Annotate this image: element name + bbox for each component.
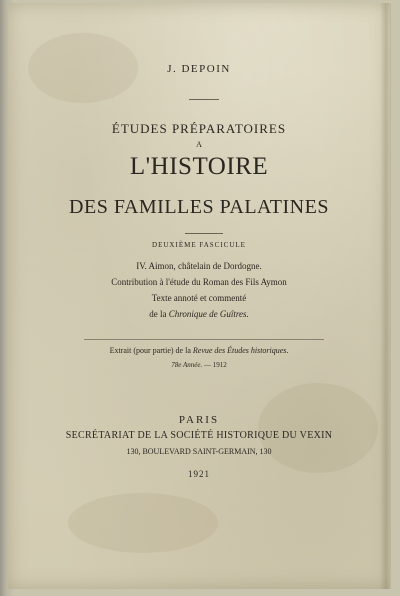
contents-line: IV. Aimon, châtelain de Dordogne.	[136, 261, 262, 271]
contents-line: Texte annoté et commenté	[151, 293, 247, 303]
paper-stain	[68, 493, 218, 553]
divider-rule	[189, 99, 219, 100]
cover-page	[8, 3, 391, 589]
contents-line: Contribution à l'étude du Roman des Fils Aymon	[111, 277, 287, 287]
extract-year: — 1912	[203, 361, 227, 369]
extract-suffix: .	[286, 346, 289, 355]
main-title-line1: L'HISTOIRE	[129, 153, 269, 180]
divider-rule	[185, 233, 223, 234]
extract-year-line	[8, 361, 390, 369]
contents-prefix: de la	[149, 309, 169, 319]
publication-year: 1921	[188, 469, 210, 479]
title-connector: A	[196, 140, 202, 149]
main-title-line2: DES FAMILLES PALATINES	[69, 196, 329, 218]
author-name: J. DEPOIN	[167, 63, 231, 75]
publication-place: PARIS	[178, 414, 220, 426]
pre-title: ÉTUDES PRÉPARATOIRES	[111, 121, 287, 136]
extract-prefix: Extrait (pour partie) de la	[109, 346, 193, 355]
contents-italic-title: Chronique de Guîtres.	[168, 309, 249, 319]
divider-rule	[84, 339, 324, 340]
extract-note	[8, 346, 390, 355]
contents-line-chronique	[8, 309, 390, 319]
paper-stain	[258, 383, 378, 473]
publisher-address: 130, BOULEVARD SAINT-GERMAIN, 130	[126, 447, 272, 456]
extract-volume: 78e Année.	[171, 361, 203, 369]
publisher-name: SECRÉTARIAT DE LA SOCIÉTÉ HISTORIQUE DU VEXIN	[65, 430, 333, 441]
fascicle-label: DEUXIÈME FASCICULE	[152, 241, 246, 249]
extract-journal: Revue des Études historiques	[192, 346, 287, 355]
